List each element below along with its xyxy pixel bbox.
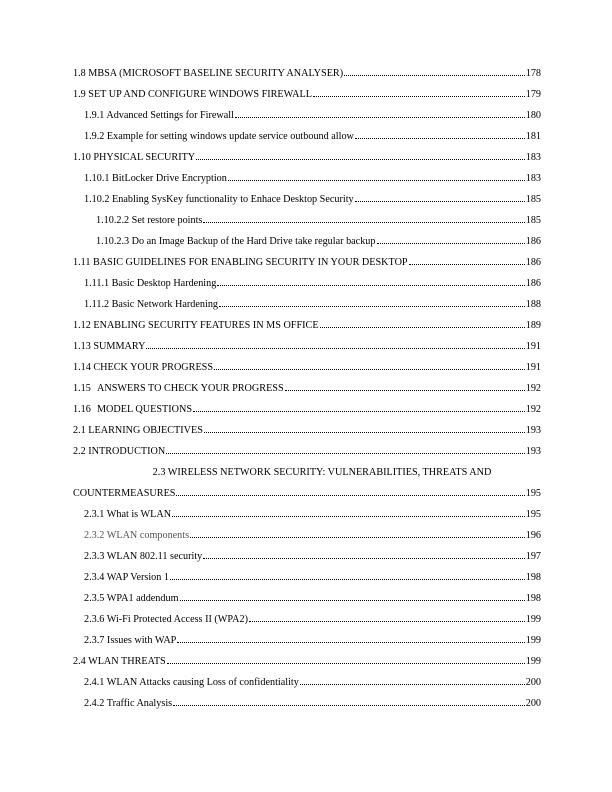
toc-entry-title [73, 383, 284, 395]
toc-entry-title: 1.9.1 Advanced Settings for Firewall [84, 110, 234, 121]
toc-entry-title: 1.10.2 Enabling SysKey functionality to Enhace Desktop Security [84, 194, 354, 205]
toc-entry-title: 2.3.1 What is WLAN [84, 509, 172, 520]
toc-entry[interactable] [73, 131, 541, 143]
toc-entry-page: 197 [525, 551, 541, 562]
toc-entry-title: 1.11.1 Basic Desktop Hardening [84, 278, 217, 289]
dot-leader [193, 410, 525, 412]
toc-entry[interactable] [73, 635, 541, 647]
toc-entry[interactable] [73, 446, 541, 458]
dot-leader [344, 74, 525, 76]
dot-leader [217, 284, 524, 286]
dot-leader [146, 347, 524, 349]
dot-leader [203, 221, 524, 223]
toc-entry-page: 180 [525, 110, 541, 121]
toc-entry-page: 191 [525, 362, 541, 373]
toc-entry-page: 181 [525, 131, 541, 142]
dot-leader [204, 431, 525, 433]
toc-entry-page: 199 [525, 614, 541, 625]
toc-entry-title: 1.9.2 Example for setting windows update service outbound allow [84, 131, 354, 142]
dot-leader [377, 242, 525, 244]
toc-entry-title: 1.10.2.2 Set restore points [96, 215, 203, 226]
toc-entry-page: 185 [525, 194, 541, 205]
toc-entry[interactable] [73, 404, 541, 416]
dot-leader [214, 368, 525, 370]
dot-leader [166, 452, 524, 454]
toc-entry-title: 2.2 INTRODUCTION [73, 446, 166, 457]
toc-entry-title: 1.10.1 BitLocker Drive Encryption [84, 173, 227, 184]
toc-entry[interactable] [73, 257, 541, 269]
toc-entry[interactable] [73, 425, 541, 437]
toc-entry-title: 2.3.6 Wi-Fi Protected Access II (WPA2) [84, 614, 248, 625]
toc-entry-title: 2.4.2 Traffic Analysis [84, 698, 173, 709]
toc-entry-page: 192 [525, 404, 541, 415]
toc-entry-page: 195 [525, 509, 541, 520]
table-of-contents [73, 68, 541, 719]
dot-leader [203, 557, 524, 559]
toc-entry[interactable] [73, 614, 541, 626]
dot-leader [320, 326, 525, 328]
dot-leader [409, 263, 525, 265]
toc-entry-page: 183 [525, 152, 541, 163]
toc-entry-number: 1.15 [73, 383, 91, 394]
dot-leader [173, 704, 525, 706]
toc-entry-title [73, 404, 192, 416]
dot-leader [300, 683, 525, 685]
toc-entry[interactable] [73, 299, 541, 311]
toc-entry-page: 198 [525, 593, 541, 604]
toc-entry[interactable] [73, 383, 541, 395]
toc-entry-page: 178 [525, 68, 541, 79]
toc-entry-title: 1.14 CHECK YOUR PROGRESS [73, 362, 214, 373]
toc-entry[interactable] [73, 173, 541, 185]
dot-leader [219, 305, 525, 307]
toc-entry-title-line1: 2.3 WIRELESS NETWORK SECURITY: VULNERABILITIES, THREATS AND [152, 467, 492, 478]
toc-entry[interactable] [73, 362, 541, 374]
toc-entry-title: 1.9 SET UP AND CONFIGURE WINDOWS FIREWALL [73, 89, 312, 100]
toc-entry-page: 198 [525, 572, 541, 583]
toc-entry[interactable] [73, 89, 541, 101]
toc-entry-title: 1.12 ENABLING SECURITY FEATURES IN MS OFFICE [73, 320, 319, 331]
dot-leader [355, 200, 525, 202]
toc-entry-title: 1.8 MBSA (MICROSOFT BASELINE SECURITY ANALYSER) [73, 68, 344, 79]
dot-leader [196, 158, 525, 160]
toc-entry[interactable] [73, 110, 541, 122]
toc-entry-page: 199 [525, 635, 541, 646]
toc-entry-title: 2.3.5 WPA1 addendum [84, 593, 179, 604]
dot-leader [355, 137, 525, 139]
dot-leader [167, 662, 525, 664]
toc-entry-page: 186 [525, 236, 541, 247]
toc-entry-title: 1.10 PHYSICAL SECURITY [73, 152, 196, 163]
toc-entry[interactable] [73, 551, 541, 563]
toc-entry-page: 186 [525, 257, 541, 268]
toc-entry[interactable] [73, 194, 541, 206]
toc-entry-title: 1.11.2 Basic Network Hardening [84, 299, 219, 310]
toc-entry-title: 2.4 WLAN THREATS [73, 656, 166, 667]
toc-entry[interactable] [73, 698, 541, 710]
dot-leader [249, 620, 525, 622]
toc-entry-page: 188 [525, 299, 541, 310]
toc-entry-title: 1.10.2.3 Do an Image Backup of the Hard Drive take regular backup [96, 236, 376, 247]
toc-entry-title: 2.1 LEARNING OBJECTIVES [73, 425, 203, 436]
toc-entry-number: 1.16 [73, 404, 91, 415]
toc-entry[interactable] [73, 215, 541, 227]
toc-entry-title: 2.3.7 Issues with WAP [84, 635, 177, 646]
toc-entry-page: 196 [525, 530, 541, 541]
toc-entry-page: 192 [525, 383, 541, 394]
toc-entry-title: 1.13 SUMMARY [73, 341, 146, 352]
toc-entry[interactable] [73, 320, 541, 332]
toc-entry-text: MODEL QUESTIONS [97, 404, 192, 415]
toc-entry[interactable] [73, 236, 541, 248]
dot-leader [190, 536, 525, 538]
toc-entry[interactable] [73, 467, 541, 500]
toc-entry[interactable] [73, 278, 541, 290]
toc-entry-page: 179 [525, 89, 541, 100]
dot-leader [235, 116, 525, 118]
dot-leader [285, 389, 525, 391]
toc-entry-title: 2.3.4 WAP Version 1 [84, 572, 169, 583]
toc-entry-page: 195 [525, 488, 541, 499]
toc-entry[interactable] [73, 530, 541, 542]
toc-entry[interactable] [73, 152, 541, 164]
toc-entry-page: 199 [525, 656, 541, 667]
toc-entry[interactable] [73, 509, 541, 521]
toc-entry-page: 193 [525, 446, 541, 457]
dot-leader [177, 641, 524, 643]
toc-entry-title-line2: COUNTERMEASURES [73, 488, 176, 499]
toc-entry[interactable] [73, 68, 541, 80]
toc-entry-page: 186 [525, 278, 541, 289]
toc-entry[interactable] [73, 656, 541, 668]
toc-entry-page: 183 [525, 173, 541, 184]
toc-entry-page: 185 [525, 215, 541, 226]
toc-entry-page: 200 [525, 698, 541, 709]
toc-entry-text: ANSWERS TO CHECK YOUR PROGRESS [97, 383, 284, 394]
dot-leader [180, 599, 525, 601]
toc-entry-page: 191 [525, 341, 541, 352]
dot-leader [176, 494, 524, 496]
toc-entry[interactable] [73, 341, 541, 353]
toc-entry[interactable] [73, 593, 541, 605]
dot-leader [172, 515, 525, 517]
toc-entry-title: 1.11 BASIC GUIDELINES FOR ENABLING SECURITY IN YOUR DESKTOP [73, 257, 408, 268]
toc-entry-page: 200 [525, 677, 541, 688]
toc-entry-page: 193 [525, 425, 541, 436]
toc-entry-title: 2.3.2 WLAN components [84, 530, 190, 541]
toc-entry-page: 189 [525, 320, 541, 331]
toc-entry-title: 2.3.3 WLAN 802.11 security [84, 551, 203, 562]
toc-entry[interactable] [73, 677, 541, 689]
dot-leader [170, 578, 525, 580]
dot-leader [228, 179, 525, 181]
toc-entry-title: 2.4.1 WLAN Attacks causing Loss of confidentiality [84, 677, 299, 688]
toc-entry[interactable] [73, 572, 541, 584]
dot-leader [313, 95, 525, 97]
